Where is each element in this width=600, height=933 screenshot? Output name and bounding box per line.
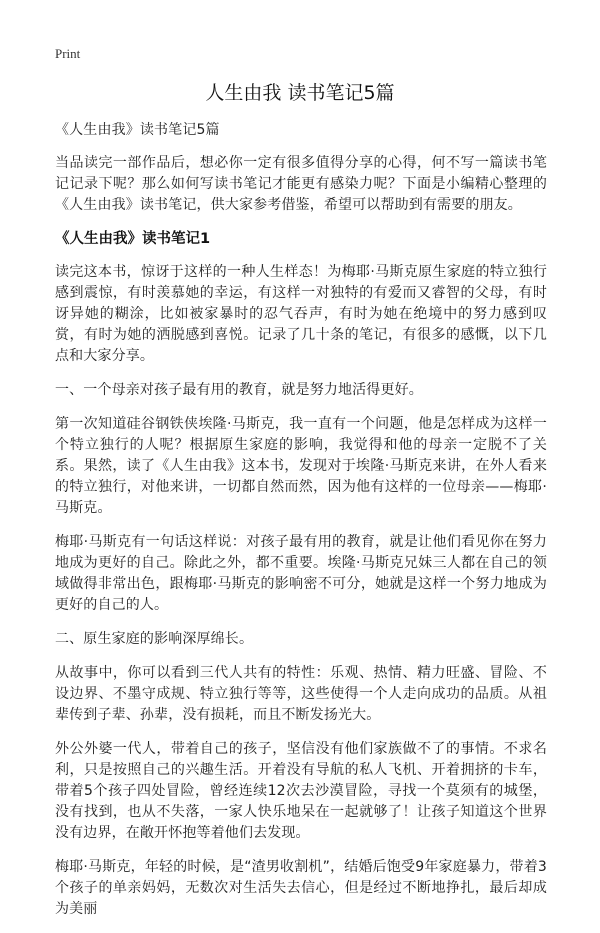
intro-paragraph: 当品读完一部作品后，想必你一定有很多值得分享的心得，何不写一篇读书笔记记录下呢？那么如何写读书笔记才能更有感染力呢？下面是小编精心整理的《人生由我》读书笔记，供大家参考借鉴，希望可以帮助到有需要的朋友。 [55,155,547,213]
print-link[interactable]: Print [55,46,81,61]
body-paragraph: 第一次知道硅谷钢铁侠埃隆·马斯克，我一直有一个问题，他是怎样成为这样一个特立独行的人呢？根据原生家庭的影响，我觉得和他的母亲一定脱不了关系。果然，读了《人生由我》这本书，发现对于埃隆·马斯克来讲，在外人看来的特立独行，对他来讲，一切都自然而然，因为他有这样的一位母亲——梅耶·马斯克。 [55,416,547,516]
body-paragraph: 从故事中，你可以看到三代人共有的特性：乐观、热情、精力旺盛、冒险、不设边界、不墨守成规、特立独行等等，这些使得一个人走向成功的品质。从祖辈传到子辈、孙辈，没有损耗，而且不断发扬光大。 [55,665,547,723]
page-title: 人生由我 读书笔记5篇 [205,82,395,104]
point-heading: 二、原生家庭的影响深厚绵长。 [55,631,254,647]
section-heading: 《人生由我》读书笔记1 [55,231,211,247]
document-subtitle: 《人生由我》读书笔记5篇 [55,122,220,138]
body-paragraph: 梅耶·马斯克，年轻的时候，是“渣男收割机”，结婚后饱受9年家庭暴力，带着3个孩子的单亲妈妈，无数次对生活失去信心，但是经过不断地挣扎，最后却成为美丽 [55,859,547,917]
point-heading: 一、一个母亲对孩子最有用的教育，就是努力地活得更好。 [55,382,423,398]
body-paragraph: 梅耶·马斯克有一句话这样说：对孩子最有用的教育，就是让他们看见你在努力地成为更好的自己。除此之外，都不重要。埃隆·马斯克兄妹三人都在自己的领域做得非常出色，跟梅耶·马斯克的影响密不可分，她就是这样一个努力地成为更好的自己的人。 [55,534,547,613]
body-paragraph: 读完这本书，惊讶于这样的一种人生样态！为梅耶·马斯克原生家庭的特立独行感到震惊，有时羡慕她的幸运，有这样一对独特的有爱而又睿智的父母，有时讶异她的糊涂，比如被家暴时的忍气吞声，有时为她在绝境中的努力感到叹赏，有时为她的洒脱感到喜悦。记录了几十条的笔记，有很多的感慨，以下几点和大家分享。 [55,264,547,364]
body-paragraph: 外公外婆一代人，带着自己的孩子，坚信没有他们家族做不了的事情。不求名利，只是按照自己的兴趣生活。开着没有导航的私人飞机、开着拥挤的卡车，带着5个孩子四处冒险，曾经连续12次去沙漠冒险，寻找一个莫须有的城堡，没有找到，也从不失落，一家人快乐地呆在一起就够了！让孩子知道这个世界没有边界，在敞开怀抱等着他们去发现。 [55,741,547,841]
document-body [55,120,547,933]
